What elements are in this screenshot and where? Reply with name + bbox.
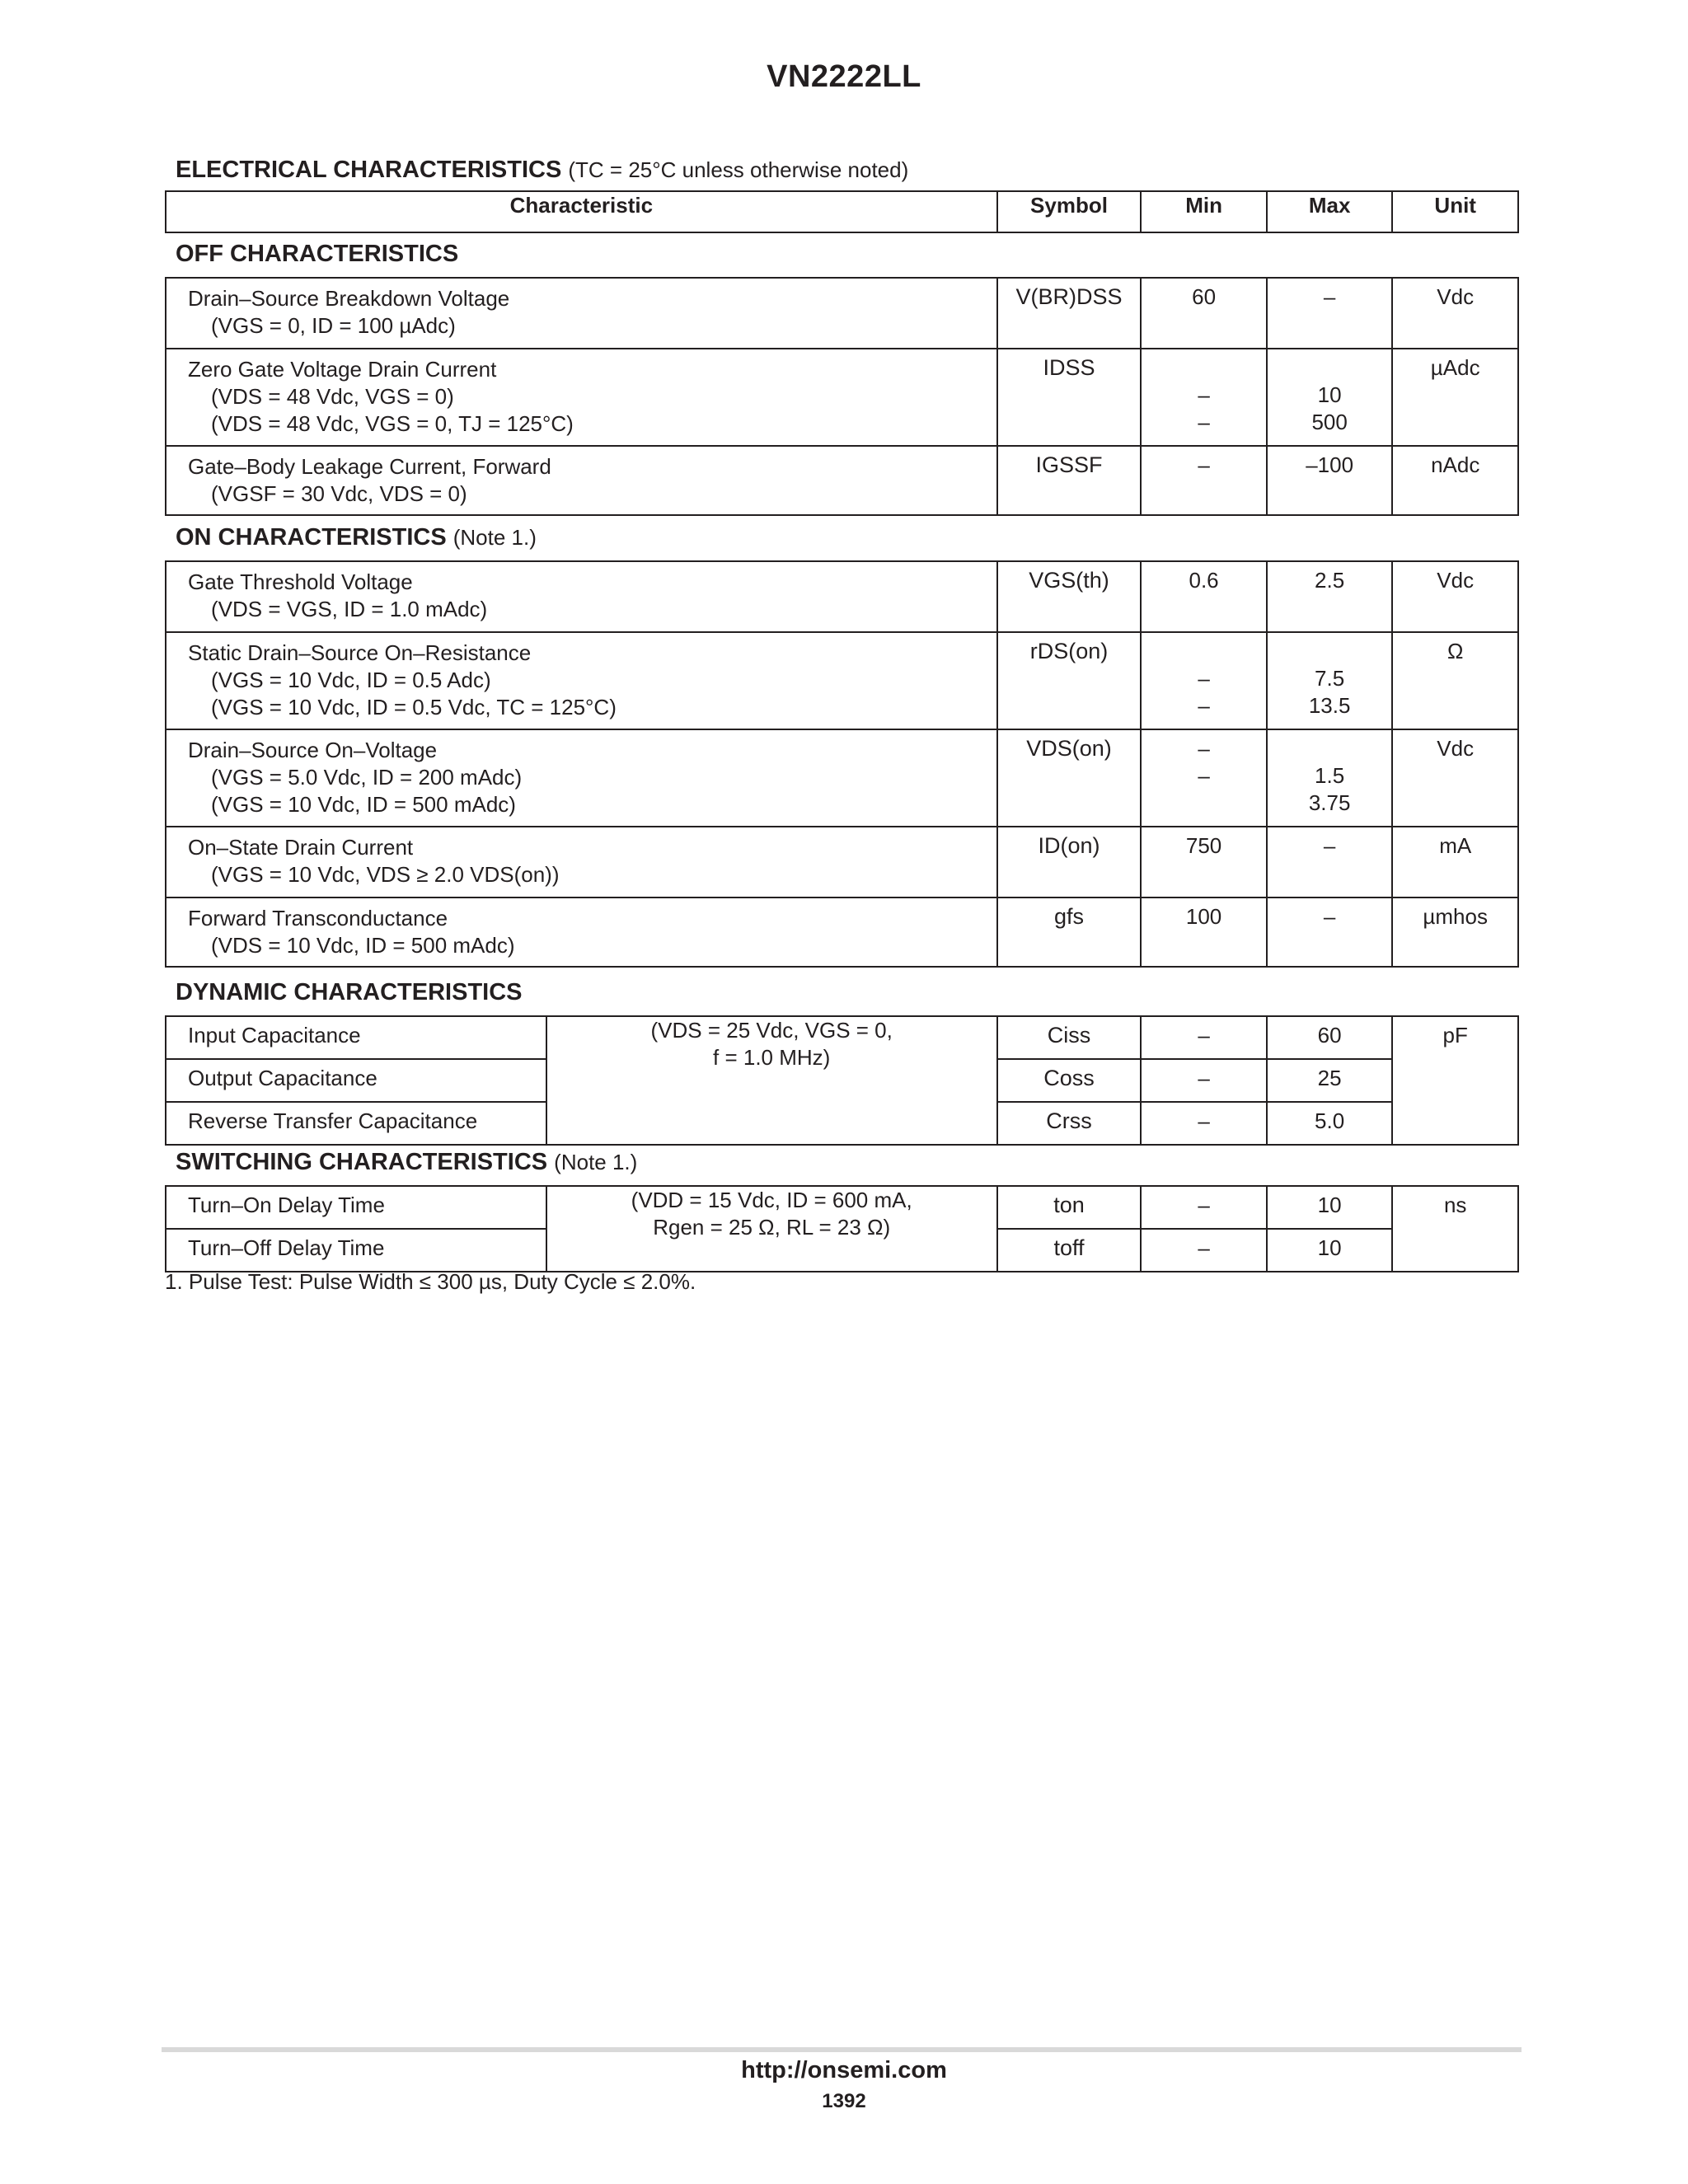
table-row xyxy=(166,827,1518,898)
characteristic-name: On–State Drain Current xyxy=(188,835,414,860)
column-header-row xyxy=(166,191,1518,232)
characteristic-cell xyxy=(166,349,997,446)
on-characteristics-heading xyxy=(176,524,537,551)
test-condition: (VDS = 48 Vdc, VGS = 0, TJ = 125°C) xyxy=(211,411,574,436)
col-symbol: Symbol xyxy=(997,191,1142,232)
switching-note: (Note 1.) xyxy=(554,1150,638,1174)
max-cell xyxy=(1267,729,1393,827)
characteristic-name: Static Drain–Source On–Resistance xyxy=(188,640,532,665)
test-condition: (VGSF = 30 Vdc, VDS = 0) xyxy=(211,481,467,506)
characteristic-name: Zero Gate Voltage Drain Current xyxy=(188,357,497,382)
max-value: 500 xyxy=(1311,410,1348,434)
min-value: – xyxy=(1198,736,1210,761)
max-value: 7.5 xyxy=(1315,666,1345,691)
condition-line: f = 1.0 MHz) xyxy=(713,1045,831,1070)
max-value: 13.5 xyxy=(1308,693,1351,718)
characteristic-name: Output Capacitance xyxy=(166,1059,546,1102)
col-unit: Unit xyxy=(1392,191,1518,232)
max-cell: 5.0 xyxy=(1267,1102,1393,1145)
characteristic-cell xyxy=(166,729,997,827)
symbol-cell: VGS(th) xyxy=(997,561,1142,632)
symbol-cell: rDS(on) xyxy=(997,632,1142,729)
max-cell: –100 xyxy=(1267,446,1393,515)
table-row xyxy=(166,898,1518,967)
test-condition: (VDS = VGS, ID = 1.0 mAdc) xyxy=(211,597,488,621)
test-condition: (VGS = 10 Vdc, VDS ≥ 2.0 VDS(on)) xyxy=(211,862,560,887)
document-title: VN2222LL xyxy=(767,59,921,94)
min-cell: 100 xyxy=(1141,898,1267,967)
max-cell: 10 xyxy=(1267,1186,1393,1229)
characteristic-cell xyxy=(166,898,997,967)
symbol-cell: V(BR)DSS xyxy=(997,278,1142,349)
max-cell: 10 xyxy=(1267,1229,1393,1272)
symbol-cell: IDSS xyxy=(997,349,1142,446)
unit-cell: pF xyxy=(1392,1016,1518,1145)
table-row xyxy=(166,1016,1518,1059)
electrical-characteristics-heading xyxy=(176,157,908,184)
test-condition xyxy=(546,1016,997,1145)
unit-cell: Vdc xyxy=(1392,729,1518,827)
min-value: – xyxy=(1198,763,1210,788)
test-condition xyxy=(546,1186,997,1272)
switching-characteristics-heading xyxy=(176,1149,637,1176)
col-max: Max xyxy=(1267,191,1393,232)
characteristic-cell xyxy=(166,561,997,632)
min-cell: 60 xyxy=(1141,278,1267,349)
characteristic-name: Drain–Source On–Voltage xyxy=(188,738,438,762)
characteristic-name: Reverse Transfer Capacitance xyxy=(166,1102,546,1145)
unit-cell: ns xyxy=(1392,1186,1518,1272)
test-condition: (VGS = 10 Vdc, ID = 0.5 Adc) xyxy=(211,668,491,692)
max-value: 3.75 xyxy=(1308,790,1351,815)
table-row xyxy=(166,1186,1518,1229)
characteristic-name: Gate Threshold Voltage xyxy=(188,569,413,594)
max-cell: 60 xyxy=(1267,1016,1393,1059)
symbol-cell: VDS(on) xyxy=(997,729,1142,827)
min-value: – xyxy=(1198,666,1210,691)
characteristic-name: Turn–On Delay Time xyxy=(166,1186,546,1229)
col-characteristic: Characteristic xyxy=(166,191,997,232)
condition-line: (VDD = 15 Vdc, ID = 600 mA, xyxy=(631,1188,912,1212)
characteristic-name: Gate–Body Leakage Current, Forward xyxy=(188,454,551,479)
test-condition: (VGS = 5.0 Vdc, ID = 200 mAdc) xyxy=(211,765,523,790)
max-cell: – xyxy=(1267,898,1393,967)
symbol-cell: Coss xyxy=(997,1059,1142,1102)
unit-cell: nAdc xyxy=(1392,446,1518,515)
min-cell xyxy=(1141,729,1267,827)
min-cell: – xyxy=(1141,1229,1267,1272)
min-value: – xyxy=(1198,410,1210,434)
unit-cell: µAdc xyxy=(1392,349,1518,446)
table-row xyxy=(166,632,1518,729)
electrical-title: ELECTRICAL CHARACTERISTICS xyxy=(176,157,562,183)
characteristic-cell xyxy=(166,632,997,729)
min-cell: – xyxy=(1141,1059,1267,1102)
off-characteristics-table xyxy=(165,277,1519,516)
condition-line: Rgen = 25 Ω, RL = 23 Ω) xyxy=(653,1215,891,1240)
characteristic-cell xyxy=(166,827,997,898)
symbol-cell: toff xyxy=(997,1229,1142,1272)
electrical-condition: (TC = 25°C unless otherwise noted) xyxy=(568,157,909,182)
table-row xyxy=(166,349,1518,446)
min-cell: – xyxy=(1141,1016,1267,1059)
test-condition: (VGS = 10 Vdc, ID = 0.5 Vdc, TC = 125°C) xyxy=(211,695,617,719)
max-cell xyxy=(1267,632,1393,729)
min-cell: – xyxy=(1141,1102,1267,1145)
switching-characteristics-table xyxy=(165,1185,1519,1272)
unit-cell: mA xyxy=(1392,827,1518,898)
table-row xyxy=(166,729,1518,827)
unit-cell: Vdc xyxy=(1392,561,1518,632)
min-cell: 750 xyxy=(1141,827,1267,898)
max-cell: – xyxy=(1267,827,1393,898)
switching-title: SWITCHING CHARACTERISTICS xyxy=(176,1149,548,1175)
test-condition: (VGS = 0, ID = 100 µAdc) xyxy=(211,313,456,338)
unit-cell: Vdc xyxy=(1392,278,1518,349)
on-characteristics-table xyxy=(165,560,1519,968)
min-value: – xyxy=(1198,382,1210,407)
max-value: 1.5 xyxy=(1315,763,1345,788)
min-cell: 0.6 xyxy=(1141,561,1267,632)
column-header-table xyxy=(165,190,1519,233)
min-cell: – xyxy=(1141,1186,1267,1229)
unit-cell: Ω xyxy=(1392,632,1518,729)
min-cell: – xyxy=(1141,446,1267,515)
dynamic-characteristics-heading: DYNAMIC CHARACTERISTICS xyxy=(176,979,523,1005)
symbol-cell: Crss xyxy=(997,1102,1142,1145)
table-row xyxy=(166,278,1518,349)
off-characteristics-heading: OFF CHARACTERISTICS xyxy=(176,241,459,267)
unit-cell: µmhos xyxy=(1392,898,1518,967)
test-condition: (VDS = 10 Vdc, ID = 500 mAdc) xyxy=(211,933,515,958)
footer-divider xyxy=(162,2047,1522,2052)
symbol-cell: gfs xyxy=(997,898,1142,967)
col-min: Min xyxy=(1141,191,1267,232)
max-cell xyxy=(1267,349,1393,446)
footnote: 1. Pulse Test: Pulse Width ≤ 300 µs, Duty Cycle ≤ 2.0%. xyxy=(165,1269,696,1294)
symbol-cell: Ciss xyxy=(997,1016,1142,1059)
test-condition: (VDS = 48 Vdc, VGS = 0) xyxy=(211,384,454,409)
characteristic-name: Input Capacitance xyxy=(166,1016,546,1059)
min-cell xyxy=(1141,349,1267,446)
max-cell: 2.5 xyxy=(1267,561,1393,632)
characteristic-name: Forward Transconductance xyxy=(188,906,448,930)
min-value: – xyxy=(1198,693,1210,718)
characteristic-cell xyxy=(166,446,997,515)
characteristic-name: Turn–Off Delay Time xyxy=(166,1229,546,1272)
table-row xyxy=(166,446,1518,515)
dynamic-characteristics-table xyxy=(165,1015,1519,1146)
symbol-cell: IGSSF xyxy=(997,446,1142,515)
symbol-cell: ID(on) xyxy=(997,827,1142,898)
max-value: 10 xyxy=(1317,382,1342,407)
max-cell: 25 xyxy=(1267,1059,1393,1102)
symbol-cell: ton xyxy=(997,1186,1142,1229)
characteristic-name: Drain–Source Breakdown Voltage xyxy=(188,286,510,311)
test-condition: (VGS = 10 Vdc, ID = 500 mAdc) xyxy=(211,792,516,817)
max-cell: – xyxy=(1267,278,1393,349)
footer-url-link[interactable]: http://onsemi.com xyxy=(741,2057,947,2083)
characteristic-cell xyxy=(166,278,997,349)
on-title: ON CHARACTERISTICS xyxy=(176,524,447,551)
min-cell xyxy=(1141,632,1267,729)
on-note: (Note 1.) xyxy=(452,525,537,550)
table-row xyxy=(166,561,1518,632)
condition-line: (VDS = 25 Vdc, VGS = 0, xyxy=(650,1018,893,1043)
page-number: 1392 xyxy=(822,2090,866,2112)
